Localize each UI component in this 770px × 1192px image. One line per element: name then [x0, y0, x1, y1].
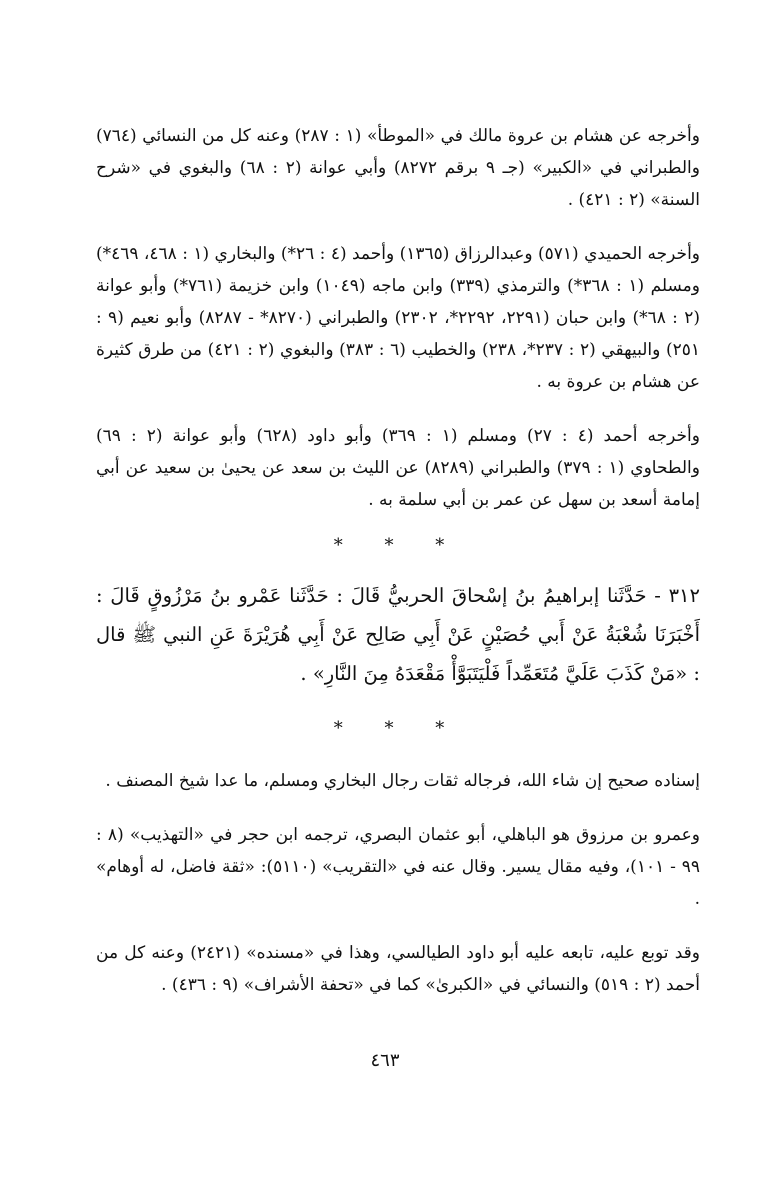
separator-stars: * * *: [333, 718, 463, 739]
commentary-paragraph-2: وعمرو بن مرزوق هو الباهلي، أبو عثمان البصري، ترجمه ابن حجر في «التهذيب» (٨ : ٩٩ - ١٠١)، وفيه مقال يسير. وقال عنه في «التقريب» (٥١١٠): «ثقة فاضل، له أوهام» .: [96, 825, 700, 909]
takhrij-paragraph-3: وأخرجه أحمد (٤ : ٢٧) ومسلم (١ : ٣٦٩) وأبو داود (٦٢٨) وأبو عوانة (٢ : ٦٩) والطحاوي (١ : ٣٧٩) والطبراني (٨٢٨٩) عن الليث بن سعد عن يحيىٰ بن سعيد عن أبي إمامة أسعد بن سهل عن عمر بن أبي سلمة به .: [96, 426, 700, 510]
takhrij-paragraph-2: وأخرجه الحميدي (٥٧١) وعبدالرزاق (١٣٦٥) وأحمد (٤ : ٢٦*) والبخاري (١ : ٤٦٨، ٤٦٩*) ومسلم (١ : ٣٦٨*) والترمذي (٣٣٩) وابن ماجه (١٠٤٩) وابن خزيمة (٧٦١*) وأبو عوانة (٢ : ٦٨*) وابن حبان (٢٢٩١، ٢٢٩٢*، ٢٣٠٢) والطبراني (٨٢٧٠* - ٨٢٨٧) وأبو نعيم (٩ : ٢٥١) والبيهقي (٢ : ٢٣٧*، ٢٣٨) والخطيب (٦ : ٣٨٣) والبغوي (٢ : ٤٢١) من طرق كثيرة عن هشام بن عروة به .: [95, 244, 700, 392]
page-body: [96, 120, 700, 1001]
commentary-paragraph-1: إسناده صحيح إن شاء الله، فرجاله ثقات رجال البخاري ومسلم، ما عدا شيخ المصنف .: [105, 771, 700, 791]
takhrij-paragraph-1: وأخرجه عن هشام بن عروة مالك في «الموطأ» (١ : ٢٨٧) وعنه كل من النسائي (٧٦٤) والطبراني في «الكبير» (جـ ٩ برقم ٨٢٧٢) وأبي عوانة (٢ : ٦٨) والبغوي في «شرح السنة» (٢ : ٤٢١) .: [96, 126, 700, 210]
separator-stars: * * *: [333, 535, 463, 556]
page-number: ٤٦٣: [370, 1050, 400, 1071]
commentary-paragraph-3: وقد توبع عليه، تابعه عليه أبو داود الطيالسي، وهذا في «مسنده» (٢٤٢١) وعنه كل من أحمد (٢ : ٥١٩) والنسائي في «الكبرىٰ» كما في «تحفة الأشراف» (٩ : ٤٣٦) .: [96, 943, 700, 995]
hadith-text: ٣١٢ - حَدَّثَنا إبراهيمُ بنُ إسْحاقَ الحربيُّ قَالَ : حَدَّثَنا عَمْرو بنُ مَرْزُوقٍ قَالَ : أَخْبَرَنَا شُعْبَةُ عَنْ أَبي حُصَيْنٍ عَنْ أَبِي صَالِح عَنْ أَبِي هُرَيْرَةَ عَنِ النبي ﷺ قال : «مَنْ كَذَبَ عَلَيَّ مُتَعَمِّداً فَلْيَتَبَوَّأْ مَقْعَدَهُ مِنَ النَّارِ» .: [96, 584, 700, 685]
